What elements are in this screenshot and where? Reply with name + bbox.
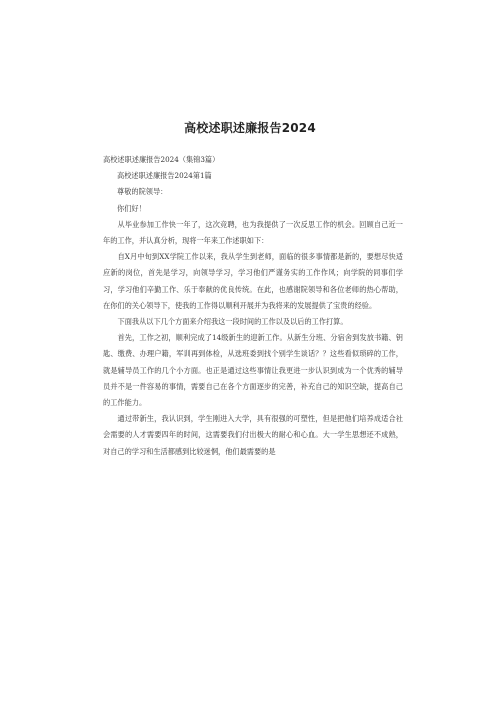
paragraph: 首先，工作之初，顺利完成了14级新生的迎新工作。从新生分班、分宿舍到发放书籍、钥匙、缴费、办理户籍，军训再到体检，从选班委到找个别学生谈话？？这些看似琐碎的工作，就是辅导员工作的几个小方面。也正是通过这些事情让我更进一步认识到成为一个优秀的辅导员并不是一件容易的事情，需要自己在各个方面逐步的完善，补充自己的知识空缺，提高自己的工作能力。	[103, 333, 403, 408]
salutation: 尊敬的院领导：	[117, 187, 168, 197]
document-body	[103, 152, 403, 460]
paragraph: 下面我从以下几个方面来介绍我这一段时间的工作以及以后的工作打算。	[117, 317, 348, 327]
section-heading: 高校述职述廉报告2024第1篇	[117, 171, 212, 181]
document-subtitle: 高校述职述廉报告2024（集锦3篇）	[103, 155, 220, 164]
paragraph: 通过带新生，我认识到，学生刚进入大学，具有很强的可塑性，但是把他们培养成适合社会需要的人才需要四年的时间，这需要我们付出极大的耐心和心血。大一学生思想还不成熟，对自己的学习和生活都感到比较迷惘，他们最需要的是	[103, 414, 403, 456]
document-title: 高校述职述廉报告2024	[184, 121, 316, 135]
paragraph: 自X月中旬到XX学院工作以来，我从学生到老师，面临的很多事情都是新的，要想尽快适应新的岗位，首先是学习，向领导学习，学习他们严谨务实的工作作风；向学院的同事们学习，学习他们辛勤工作、乐于奉献的优良传统。在此，也感谢院领导和各位老师的热心帮助，在你们的关心领导下，使我的工作得以顺利开展并为我将来的发展提供了宝贵的经验。	[103, 252, 403, 310]
greeting: 你们好！	[117, 203, 146, 213]
paragraph: 从毕业参加工作快一年了，这次竞聘，也为我提供了一次反思工作的机会。回顾自己近一年的工作，并认真分析，现将一年来工作述职如下：	[103, 219, 403, 246]
